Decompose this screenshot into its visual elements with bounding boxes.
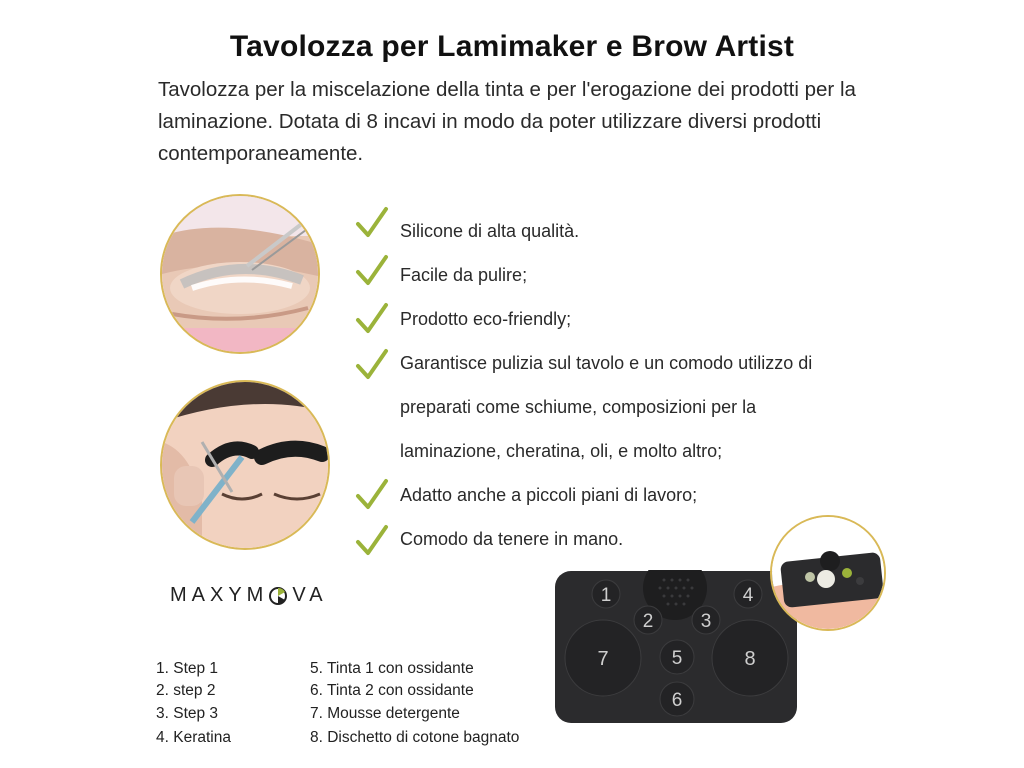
intro-paragraph: Tavolozza per la miscelazione della tinta e per l'erogazione dei prodotti per la laminazione. Dotata di 8 incavi in modo da poter utilizzare diversi prodotti contemporaneamente. [158,78,856,165]
check-icon [355,253,389,287]
feature-text: Facile da pulire; [400,265,528,285]
check-icon [355,301,389,335]
palette-number-1: 1 [600,585,612,606]
brand-prefix: MAXYM [170,584,269,606]
legend-item: 5. Tinta 1 con ossidante [310,660,474,677]
brand-suffix: VA [292,584,328,606]
feature-text: Silicone di alta qualità. [400,221,580,241]
palette-in-hand-photo [770,515,886,631]
check-icon [355,205,389,239]
legend-item: 6. Tinta 2 con ossidante [310,682,474,699]
legend-item: 4. Keratina [156,729,231,746]
palette-illustration [554,570,799,731]
feature-text: Adatto anche a piccoli piani di lavoro; [400,485,698,505]
legend-item: 8. Dischetto di cotone bagnato [310,729,520,746]
legend-item: 7. Mousse detergente [310,705,460,722]
check-icon [355,347,389,381]
feature-text: Garantisce pulizia sul tavolo e un comodo utilizzo di [400,353,813,373]
feature-text-continued: laminazione, cheratina, oli, e molto altro; [400,441,723,461]
brand-logo [170,584,328,607]
brand-mark-icon [268,586,288,606]
brow-tint-photo [160,380,330,550]
check-icon [355,523,389,557]
page-title: Tavolozza per Lamimaker e Brow Artist [229,30,795,63]
feature-text: Comodo da tenere in mano. [400,529,624,549]
brow-lamination-photo [160,194,320,354]
palette-number-4: 4 [742,585,754,606]
palette-number-8: 8 [744,648,756,670]
palette-number-7: 7 [597,648,609,670]
legend-item: 2. step 2 [156,682,216,699]
palette-number-5: 5 [671,648,683,669]
palette-number-3: 3 [700,611,712,632]
legend-item: 3. Step 3 [156,705,219,722]
legend-item: 1. Step 1 [156,660,219,677]
palette-number-2: 2 [642,611,654,632]
feature-text-continued: preparati come schiume, composizioni per la [400,397,757,417]
check-icon [355,477,389,511]
feature-text: Prodotto eco-friendly; [400,309,572,329]
palette-number-6: 6 [671,690,683,711]
